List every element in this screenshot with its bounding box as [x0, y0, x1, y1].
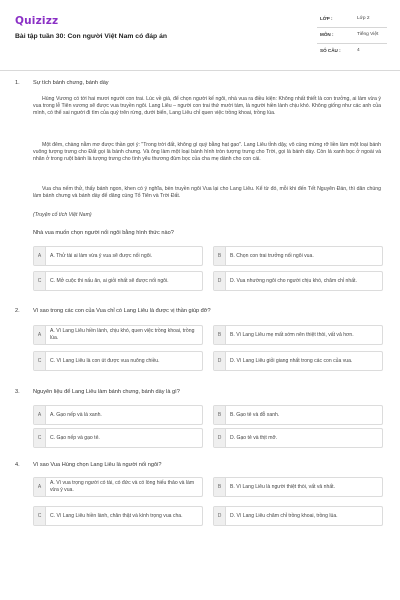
option-letter: B — [214, 247, 226, 265]
answer-option-d[interactable] — [213, 428, 383, 448]
passage-source: (Truyện cổ tích Việt Nam) — [33, 212, 92, 218]
answer-option-b[interactable] — [213, 325, 383, 345]
question-number: 3. — [15, 389, 20, 395]
option-letter: C — [34, 272, 46, 290]
answer-option-d[interactable] — [213, 351, 383, 371]
meta-value: Tiếng Việt — [357, 32, 379, 37]
option-text: D. Vì Lang Liêu giỏi giang nhất trong các con của vua. — [230, 357, 353, 364]
passage-paragraph: Một đêm, chàng nằm mơ được thần gợi ý: "Trong trời đất, không gì quý bằng hạt gạo". Lang Liêu tỉnh dậy, vô cùng mừng rỡ liền làm một loại bánh vuông tượng trưng cho Đất gọi là bánh chưng. Và ông làm một loại bánh hình tròn tượng trưng cho Trời, gọi là bánh dày. Còn lá xanh bọc ở ngoài và nhân ở trong ruột bánh là tượng trưng cho tình yêu thương đùm bọc của cha mẹ dành cho con cái. — [33, 142, 381, 163]
option-letter: B — [214, 406, 226, 424]
option-text: B. Gạo tẻ và đỗ xanh. — [230, 411, 280, 418]
option-letter: D — [214, 272, 226, 290]
passage-paragraph: Hùng Vương có tới hai mươi người con trai. Lúc về già, để chọn người kế ngôi, nhà vua ra điều kiện: Không nhất thiết là con trưởng, ai làm vừa ý vua trong lễ Tiên vương sẽ được vua truyền ngôi. Lang Liêu – người con trai thứ mười tám, là người hiền lành chịu khó. Không giống như các anh của mình, có thể sai người đi tìm của quý trên rừng, dưới biển, Lang Liêu chỉ quen việc trồng khoai, trồng lúa. — [33, 96, 381, 117]
option-text: A. Gạo nếp và lá xanh. — [50, 411, 102, 418]
answer-option-d[interactable] — [213, 271, 383, 291]
meta-row-class — [317, 12, 387, 28]
answer-option-a[interactable] — [33, 246, 203, 266]
meta-value: 4 — [357, 48, 360, 53]
option-letter: A — [34, 247, 46, 265]
meta-row-subject — [317, 28, 387, 44]
option-letter: C — [34, 352, 46, 370]
option-text: C. Vì Lang Liêu hiền lành, chân thật và kính trọng vua cha. — [50, 512, 183, 519]
option-text: C. Gạo nếp và gạo tẻ. — [50, 434, 100, 441]
meta-key: LỚP : — [320, 16, 333, 21]
option-letter: C — [34, 429, 46, 447]
answer-option-c[interactable] — [33, 271, 203, 291]
meta-key: MÔN : — [320, 32, 334, 37]
option-text: A. Vì Lang Liêu hiền lành, chịu khó, quen việc trồng khoai, trồng lúa. — [50, 328, 195, 341]
question-text: Nguyên liệu để Lang Liêu làm bánh chưng, bánh dày là gì? — [33, 389, 180, 395]
option-letter: D — [214, 429, 226, 447]
quizizz-logo: Quizizz — [15, 15, 59, 27]
option-text: C. Vì Lang Liêu là con út được vua nuông chiều. — [50, 357, 160, 364]
answer-option-b[interactable] — [213, 405, 383, 425]
passage-paragraph: Vua cha nếm thử, thấy bánh ngon, khen có ý nghĩa, bèn truyền ngôi Vua lại cho Lang Liêu. Kể từ đó, mỗi khi đến Tết Nguyên Đán, thì dân chúng làm bánh chưng và bánh dày để dâng cúng Tổ Tiên và Trời Đất. — [33, 186, 381, 200]
answer-option-a[interactable] — [33, 325, 203, 345]
option-letter: A — [34, 478, 46, 496]
answer-option-b[interactable] — [213, 246, 383, 266]
worksheet-header — [0, 0, 400, 62]
option-text: A. Thử tài ai làm vừa ý vua sẽ được nối ngôi. — [50, 252, 153, 259]
option-text: C. Mở cuộc thi nấu ăn, ai giỏi nhất sẽ được nối ngôi. — [50, 277, 169, 284]
answer-option-d[interactable] — [213, 506, 383, 526]
answer-option-c[interactable] — [33, 506, 203, 526]
question-text: Vì sao Vua Hùng chọn Lang Liêu là người nối ngôi? — [33, 462, 162, 468]
question-text: Vì sao trong các con của Vua chỉ có Lang Liêu là được vị thần giúp đỡ? — [33, 308, 211, 314]
option-letter: D — [214, 352, 226, 370]
option-letter: C — [34, 507, 46, 525]
question-number: 4. — [15, 462, 20, 468]
answer-option-a[interactable] — [33, 405, 203, 425]
answer-option-a[interactable] — [33, 477, 203, 497]
meta-row-question-count — [317, 44, 387, 60]
option-letter: B — [214, 478, 226, 496]
question-number: 1. — [15, 80, 20, 86]
question-number: 2. — [15, 308, 20, 314]
meta-value: Lớp 2 — [357, 16, 370, 21]
page-title: Bài tập tuần 30: Con người Việt Nam có đáp án — [15, 33, 168, 40]
passage-title: Sự tích bánh chưng, bánh dày — [33, 80, 109, 86]
option-text: D. Vì Lang Liêu chăm chỉ trồng khoai, trồng lúa. — [230, 512, 338, 519]
option-text: A. Vì vua trọng người có tài, có đức và có lòng hiếu thảo và làm vừa ý vua. — [50, 480, 195, 493]
option-text: B. Chọn con trai trưởng nối ngôi vua. — [230, 252, 314, 259]
header-divider — [0, 70, 400, 71]
option-letter: D — [214, 507, 226, 525]
option-text: B. Vì Lang Liêu mẹ mất sớm nên thiệt thòi, vất vả hơn. — [230, 331, 354, 338]
meta-key: SỐ CÂU : — [320, 48, 341, 53]
option-letter: A — [34, 326, 46, 344]
option-text: B. Vì Lang Liêu là người thiệt thòi, vất vả nhất. — [230, 483, 336, 490]
answer-option-b[interactable] — [213, 477, 383, 497]
answer-option-c[interactable] — [33, 428, 203, 448]
option-letter: B — [214, 326, 226, 344]
answer-option-c[interactable] — [33, 351, 203, 371]
option-text: D. Vua nhường ngôi cho người chịu khó, chăm chỉ nhất. — [230, 277, 357, 284]
option-text: D. Gạo tẻ và thịt mỡ. — [230, 434, 278, 441]
option-letter: A — [34, 406, 46, 424]
question-text: Nhà vua muốn chọn người nối ngôi bằng hình thức nào? — [33, 230, 174, 236]
